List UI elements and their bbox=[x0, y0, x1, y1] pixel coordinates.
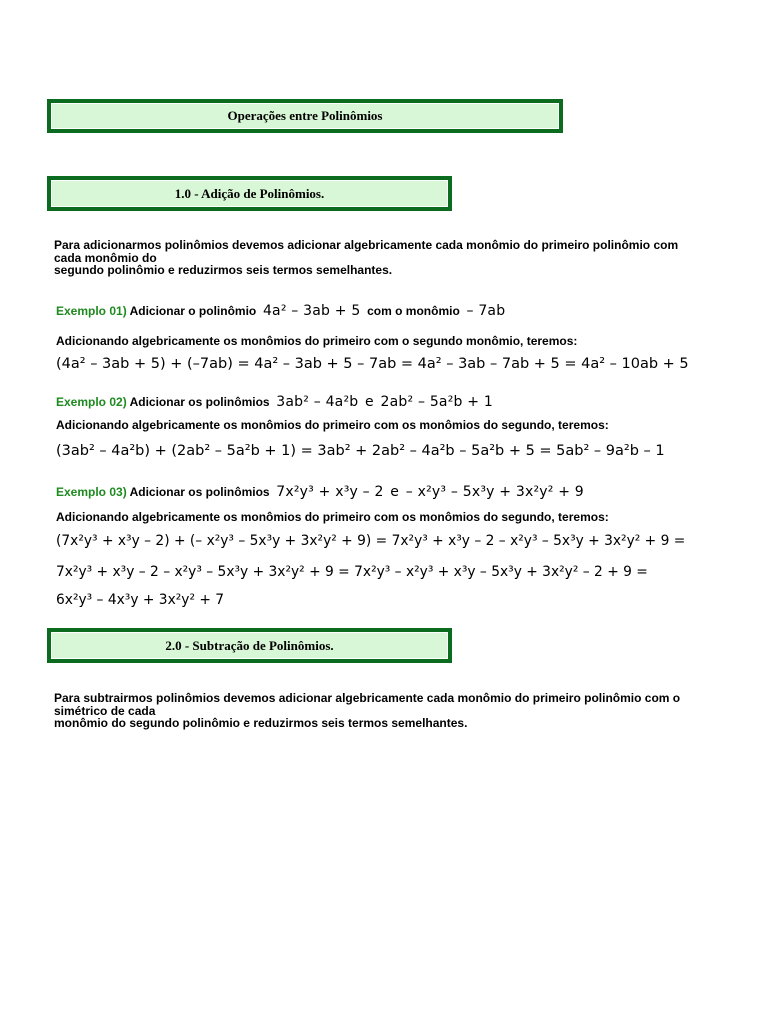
example2-math1: 3ab² – 4a²b bbox=[276, 394, 359, 410]
example1-explain: Adicionando algebricamente os monômios do primeiro com o segundo monômio, teremos: bbox=[56, 334, 578, 348]
title-box bbox=[47, 99, 563, 133]
section1-title: 1.0 - Adição de Polinômios. bbox=[51, 180, 448, 207]
intro-line: segundo polinômio e reduzirmos seis termos semelhantes. bbox=[54, 263, 393, 277]
example1-math1: 4a² – 3ab + 5 bbox=[262, 303, 361, 319]
example2-sep: e bbox=[365, 394, 374, 410]
example3-math1: 7x²y³ + x³y – 2 bbox=[276, 484, 384, 500]
intro-line: simétrico de cada bbox=[54, 703, 156, 718]
intro-line: monômio do segundo polinômio e reduzirmos seis termos semelhantes. bbox=[54, 716, 468, 730]
example1-label: Exemplo 01) bbox=[56, 304, 127, 318]
example1-statement bbox=[56, 303, 505, 319]
section2-title-box bbox=[47, 628, 452, 663]
example2-explain: Adicionando algebricamente os monômios do primeiro com os monômios do segundo, teremos: bbox=[56, 418, 609, 432]
example2-text1: Adicionar os polinômios bbox=[129, 395, 270, 409]
example1-text2: com o monômio bbox=[367, 304, 460, 318]
example3-statement bbox=[56, 484, 584, 500]
example2-statement bbox=[56, 394, 493, 410]
section1-intro bbox=[54, 239, 678, 277]
intro-line: Para adicionarmos polinômios devemos adicionar algebricamente cada monômio do primeiro polinômio com bbox=[54, 238, 679, 252]
example3-sep: e bbox=[390, 484, 400, 500]
section2-title: 2.0 - Subtração de Polinômios. bbox=[51, 632, 448, 659]
example3-explain: Adicionando algebricamente os monômios do primeiro com os monômios do segundo, teremos: bbox=[56, 510, 609, 524]
example1-result: (4a² – 3ab + 5) + (–7ab) = 4a² – 3ab + 5 – 7ab = 4a² – 3ab – 7ab + 5 = 4a² – 10ab + 5 bbox=[56, 356, 689, 372]
intro-line: Para subtrairmos polinômios devemos adicionar algebricamente cada monômio do primeiro polinômio com o bbox=[54, 691, 681, 705]
example2-math2: 2ab² – 5a²b + 1 bbox=[380, 394, 493, 410]
page-title: Operações entre Polinômios bbox=[51, 103, 559, 129]
example3-line1: (7x²y³ + x³y – 2) + (– x²y³ – 5x³y + 3x²y² + 9) = 7x²y³ + x³y – 2 – x²y³ – 5x³y + 3x²y² + 9 = bbox=[56, 533, 686, 549]
example3-line2: 7x²y³ + x³y – 2 – x²y³ – 5x³y + 3x²y² + 9 = 7x²y³ – x²y³ + x³y – 5x³y + 3x²y² – 2 + 9 = bbox=[56, 564, 648, 580]
example2-label: Exemplo 02) bbox=[56, 395, 127, 409]
example3-text1: Adicionar os polinômios bbox=[129, 485, 270, 499]
example2-result: (3ab² – 4a²b) + (2ab² – 5a²b + 1) = 3ab² + 2ab² – 4a²b – 5a²b + 5 = 5ab² – 9a²b – 1 bbox=[56, 443, 665, 459]
example3-math2: – x²y³ – 5x³y + 3x²y² + 9 bbox=[405, 484, 584, 500]
example3-label: Exemplo 03) bbox=[56, 485, 127, 499]
section1-title-box bbox=[47, 176, 452, 211]
example1-text1: Adicionar o polinômio bbox=[129, 304, 257, 318]
example3-line3: 6x²y³ – 4x³y + 3x²y² + 7 bbox=[56, 592, 225, 608]
section2-intro bbox=[54, 692, 680, 730]
example1-math2: – 7ab bbox=[466, 303, 506, 319]
intro-line: cada monômio do bbox=[54, 250, 157, 265]
